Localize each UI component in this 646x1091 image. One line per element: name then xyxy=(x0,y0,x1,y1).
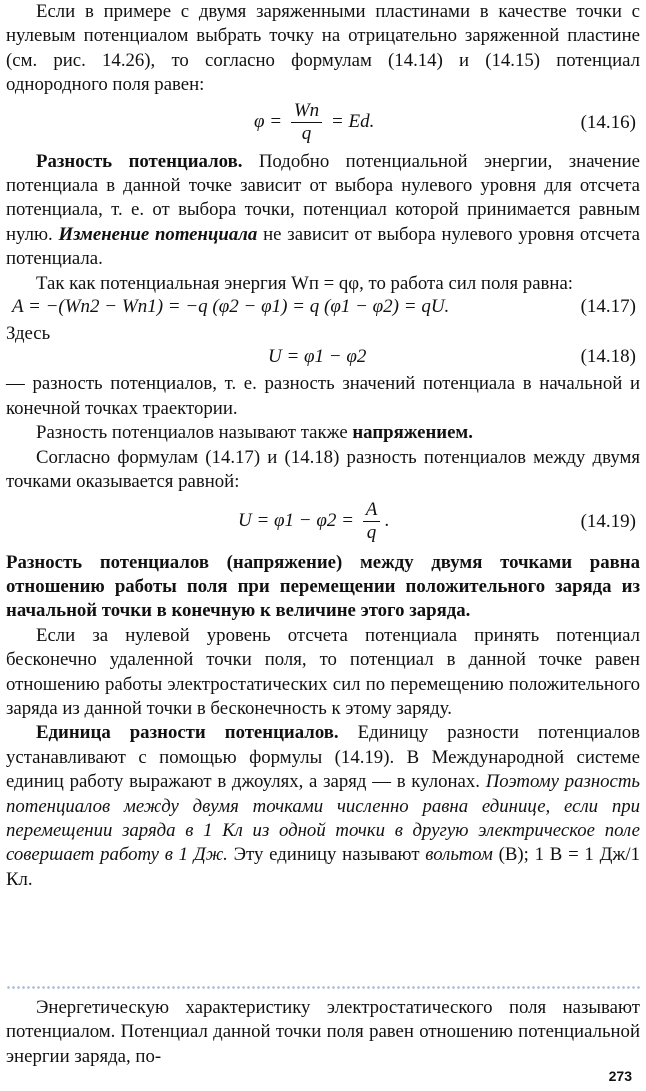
page-content xyxy=(6,0,641,1084)
paragraph-intro: Если в примере с двумя заряженными пластинами в качестве точки с нулевым потенциалом выбрать точку на отрицательно заряженной пластине (см. рис. 14.26), то согласно формулам (14.14) и (14.15) потенциал однородного поля равен: xyxy=(6,1,640,96)
equation-number: (14.17) xyxy=(580,296,636,318)
paragraph-summary: Энергетическую характеристику электростатического поля называют потенциалом. Потенциал данной точки поля равен отношению потенциальной энергии заряда, по- xyxy=(6,997,640,1067)
paragraph-rule-bold: Разность потенциалов (напряжение) между двумя точками равна отношению работы поля при перемещении положительного заряда из начальной точки в конечную к величине этого заряда. xyxy=(6,551,640,622)
equation-number: (14.18) xyxy=(580,346,636,368)
paragraph-formulas: Согласно формулам (14.17) и (14.18) разность потенциалов между двумя точками оказывается равной: xyxy=(6,446,640,493)
equation-14-16: φ = $\frac{Wп}{q}$ = Ed. (14.16) xyxy=(254,99,636,144)
paragraph-unit: Единица разности потенциалов. Единицу разности потенциалов устанавливают с помощью формулы (14.19). В Международной системе единиц работу выражают в джоулях, а заряд — в кулонах. Поэтому разность потенциалов между двумя точками численно равна единице, если при перемещении заряда в 1 Кл из одной точки в другую электрическое поле совершает работу в 1 Дж. Эту единицу называют вольтом (В); 1 В = 1 Дж/1 Кл. xyxy=(6,722,640,890)
equation-14-19: U = φ1 − φ2 = $\frac{A}{q}$ . (14.19) xyxy=(238,498,636,543)
equation-number: (14.16) xyxy=(580,111,636,133)
paragraph-voltage: Разность потенциалов называют также напряжением. xyxy=(36,422,473,444)
label-zdes: Здесь xyxy=(6,323,51,345)
equation-14-18: U = φ1 − φ2 (14.18) xyxy=(268,346,636,368)
page-number: 273 xyxy=(608,1068,632,1084)
paragraph-work: Так как потенциальная энергия Wп = qφ, то работа сил поля равна: xyxy=(36,272,574,294)
dotted-separator xyxy=(6,985,640,991)
equation-14-17: A = −(Wп2 − Wп1) = −q (φ2 − φ1) = q (φ1 − φ2) = qU. (14.17) xyxy=(12,296,636,318)
paragraph-infinity: Если за нулевой уровень отсчета потенциала принять потенциал бесконечно удаленной точки поля, то потенциал в данной точке равен отношению работы электростатических сил по перемещению положительного заряда из данной точки в бесконечность к этому заряду. xyxy=(6,624,640,719)
equation-number: (14.19) xyxy=(580,510,636,532)
paragraph-potential-difference: Разность потенциалов. Подобно потенциальной энергии, значение потенциала в данной точке зависит от выбора нулевого уровня для отсчета потенциала, т. е. от выбора точки, потенциал которой принимается равным нулю. Изменение потенциала не зависит от выбора нулевого уровня отсчета потенциала. xyxy=(6,150,641,270)
paragraph-definition: — разность потенциалов, т. е. разность значений потенциала в начальной и конечной точках траектории. xyxy=(6,373,640,419)
